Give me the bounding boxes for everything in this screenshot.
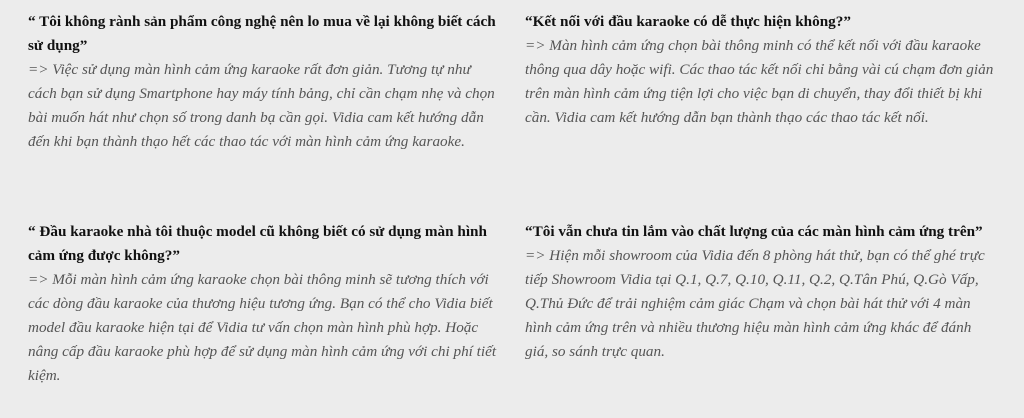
faq-answer: => Màn hình cảm ứng chọn bài thông minh có thể kết nối với đầu karaoke thông qua dây hoặc wifi. Các thao tác kết nối chỉ bằng vài cú chạm đơn giản trên màn hình cảm ứng tiện lợi cho việc bạn di chuyển, thay đổi thiết bị khi cần. Vidia cam kết hướng dẫn bạn thành thạo các thao tác kết nối. xyxy=(525,37,994,126)
faq-answer: => Việc sử dụng màn hình cảm ứng karaoke rất đơn giản. Tương tự như cách bạn sử dụng Smartphone hay máy tính bảng, chỉ cần chạm nhẹ và chọn bài muốn hát như chọn số trong danh bạ cần gọi. Vidia cam kết hướng dẫn đến khi bạn thành thạo hết các thao tác với màn hình cảm ứng karaoke. xyxy=(28,61,495,150)
faq-item-old-model xyxy=(28,220,498,388)
faq-question: “ Tôi không rành sản phẩm công nghệ nên lo mua về lại không biết cách sử dụng” xyxy=(28,13,496,54)
faq-item-connection xyxy=(525,10,995,130)
faq-question: “Kết nối với đầu karaoke có dễ thực hiện không?” xyxy=(525,13,851,30)
faq-item-quality xyxy=(525,220,995,364)
faq-item-usage xyxy=(28,10,498,154)
faq-answer: => Mỗi màn hình cảm ứng karaoke chọn bài thông minh sẽ tương thích với các dòng đầu karaoke của thương hiệu tương ứng. Bạn có thể cho Vidia biết model đầu karaoke hiện tại để Vidia tư vấn chọn màn hình phù hợp. Hoặc nâng cấp đầu karaoke phù hợp để sử dụng màn hình cảm ứng với chi phí tiết kiệm. xyxy=(28,271,497,384)
faq-question: “Tôi vẫn chưa tin lắm vào chất lượng của các màn hình cảm ứng trên” xyxy=(525,223,983,240)
faq-answer: => Hiện mỗi showroom của Vidia đến 8 phòng hát thử, bạn có thể ghé trực tiếp Showroom Vidia tại Q.1, Q.7, Q.10, Q.11, Q.2, Q.Tân Phú, Q.Gò Vấp, Q.Thủ Đức để trải nghiệm cảm giác Chạm và chọn bài hát thử với 4 màn hình cảm ứng trên và nhiều thương hiệu màn hình cảm ứng khác để đánh giá, so sánh trực quan. xyxy=(525,247,985,360)
faq-question: “ Đầu karaoke nhà tôi thuộc model cũ không biết có sử dụng màn hình cảm ứng được không?” xyxy=(28,223,487,264)
